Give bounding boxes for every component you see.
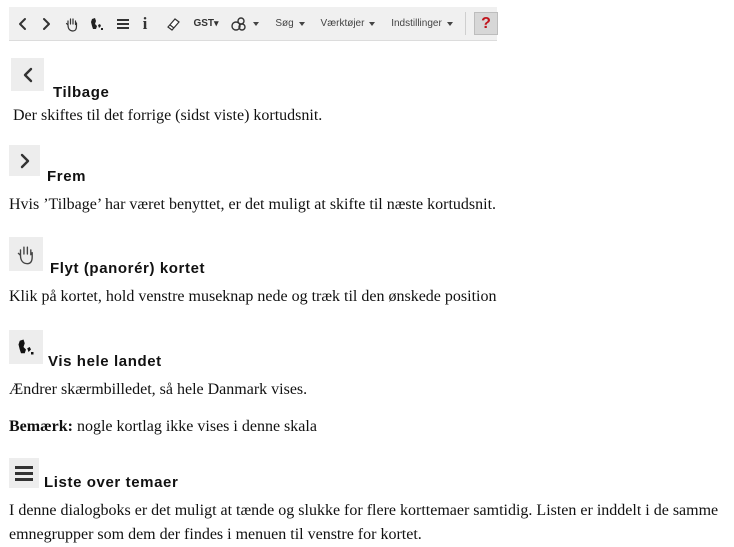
help-button[interactable] <box>474 12 498 35</box>
forward-button[interactable] <box>36 7 56 40</box>
chevron-down-icon <box>447 22 453 26</box>
search-menu[interactable] <box>271 7 309 40</box>
layers-menu[interactable] <box>226 7 262 40</box>
back-button[interactable] <box>13 7 33 40</box>
toolbar-divider <box>465 12 466 35</box>
pan-hand-icon <box>15 243 37 265</box>
pan-heading: Flyt (panorér) kortet <box>50 260 206 277</box>
help-icon: ? <box>481 14 491 32</box>
pan-icon-box <box>9 237 43 271</box>
denmark-icon <box>89 16 105 32</box>
tools-menu[interactable] <box>317 7 379 40</box>
info-button[interactable] <box>137 7 153 40</box>
pan-button[interactable] <box>61 7 83 40</box>
country-icon-box <box>9 330 43 364</box>
back-icon-box <box>11 58 44 91</box>
pan-hand-icon <box>64 16 80 32</box>
theme-list-button[interactable] <box>113 7 133 40</box>
map-toolbar <box>9 7 497 41</box>
settings-menu-label: Indstillinger <box>391 18 442 29</box>
forward-icon <box>18 152 32 170</box>
search-menu-label: Søg <box>275 18 294 29</box>
list-icon <box>116 17 130 31</box>
themes-heading: Liste over temaer <box>44 474 179 491</box>
eraser-icon <box>165 16 181 32</box>
forward-icon-box <box>9 145 40 176</box>
layers-icon <box>230 16 248 32</box>
chevron-down-icon <box>369 22 375 26</box>
pan-description: Klik på kortet, hold venstre museknap nede og træk til den ønskede position <box>9 288 497 305</box>
back-icon <box>17 17 29 31</box>
gst-button[interactable]: GST ▾ <box>193 18 219 29</box>
themes-icon-box <box>9 458 39 488</box>
denmark-icon <box>16 337 36 357</box>
forward-heading: Frem <box>47 168 87 185</box>
chevron-down-icon <box>299 22 305 26</box>
list-icon <box>14 464 34 482</box>
country-heading: Vis hele landet <box>48 353 162 370</box>
note-text: nogle kortlag ikke vises i denne skala <box>72 418 317 435</box>
note-label: Bemærk: <box>9 418 73 435</box>
themes-description: I denne dialogboks er det muligt at tænde og slukke for flere korttemaer samtidig. Listen er inddelt i de samme emnegrupper som dem der findes i menuen til venstre for kortet. <box>9 502 719 543</box>
country-note <box>9 415 317 439</box>
country-description: Ændrer skærmbilledet, så hele Danmark vises. <box>9 381 308 398</box>
info-icon: i <box>142 13 148 33</box>
back-heading: Tilbage <box>53 84 110 101</box>
tools-menu-label: Værktøjer <box>320 18 365 29</box>
back-description: Der skiftes til det forrige (sidst viste) kortudsnit. <box>13 107 323 124</box>
chevron-down-icon <box>253 22 259 26</box>
settings-menu[interactable] <box>388 7 456 40</box>
gst-icon: GST <box>193 18 215 29</box>
whole-country-button[interactable] <box>87 7 107 40</box>
eraser-button[interactable] <box>162 7 184 40</box>
forward-icon <box>40 17 52 31</box>
forward-description: Hvis ’Tilbage’ har været benyttet, er det muligt at skifte til næste kortudsnit. <box>9 196 497 213</box>
back-icon <box>21 66 35 84</box>
